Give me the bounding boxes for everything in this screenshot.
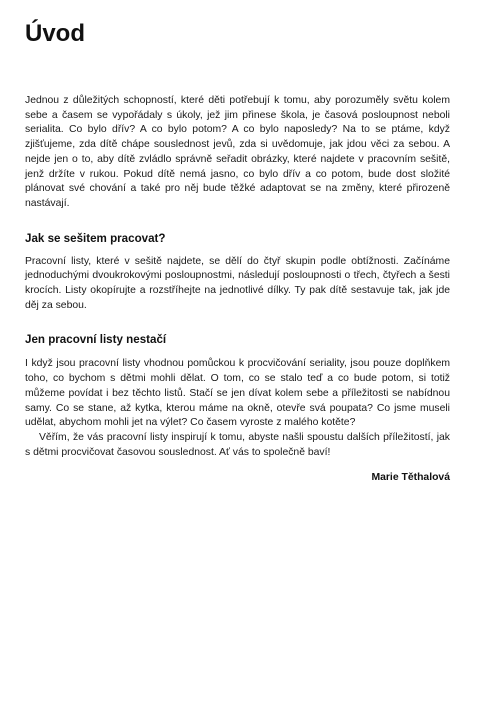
section-paragraph-how-to-work: Pracovní listy, které v sešitě najdete, se dělí do čtyř skupin podle obtížnosti. Začínáme jednoduchými dvoukrokovými posloupnostmi, následují posloupnosti o třech, čtyřech a šesti krocích. Listy okopírujte a rozstříhejte na jednotlivé dílky. Ty pak dítě sestavuje tak, jak jde děj za sebou. (25, 255, 450, 311)
document-page (25, 20, 450, 496)
author-signature: Marie Těthalová (371, 472, 450, 484)
intro-paragraph: Jednou z důležitých schopností, které děti potřebují k tomu, aby porozuměly světu kolem sebe a časem se vypořádaly s úkoly, jež jim přinese škola, je časová posloupnost neboli serialita. Co bylo dřív? A co bylo potom? A co bylo naposledy? Na to se ptáme, když zjišťujeme, zda dítě chápe souslednost jevů, zda si uvědomuje, jak jdou věci za sebou. A nejde jen o to, aby dítě zvládlo správně seřadit obrázky, které najdete v pracovním sešitě, jenž držíte v rukou. Pokud dítě nemá jasno, co bylo dřív a co potom, bude dost složité plánovat své chování a také pro něj bude těžké adaptovat se na změny, které přirozeně nastávají. (25, 95, 450, 209)
section-heading-how-to-work: Jak se sešitem pracovat? (25, 231, 166, 245)
section-paragraph-worksheets-not-enough: I když jsou pracovní listy vhodnou pomůckou k procvičování seriality, jsou pouze doplňkem toho, co bychom s dětmi mohli dělat. O tom, co se stalo teď a co bude potom, si totiž můžeme povídat i bez těchto listů. Stačí se jen dívat kolem sebe a příležitosti se nabídnou samy. Co se stane, až kytka, kterou máme na okně, otevře svá poupata? Co jsme museli udělat, abychom mohli jet na výlet? Co časem vyroste z malého kotěte? (25, 358, 450, 429)
page-title: Úvod (25, 20, 85, 47)
section-paragraph-closing: Věřím, že vás pracovní listy inspirují k tomu, abyste našli spoustu dalších příležitostí, jak s dětmi procvičovat časovou souslednost. Ať vás to společně baví! (25, 431, 450, 458)
section-heading-worksheets-not-enough: Jen pracovní listy nestačí (25, 333, 167, 347)
